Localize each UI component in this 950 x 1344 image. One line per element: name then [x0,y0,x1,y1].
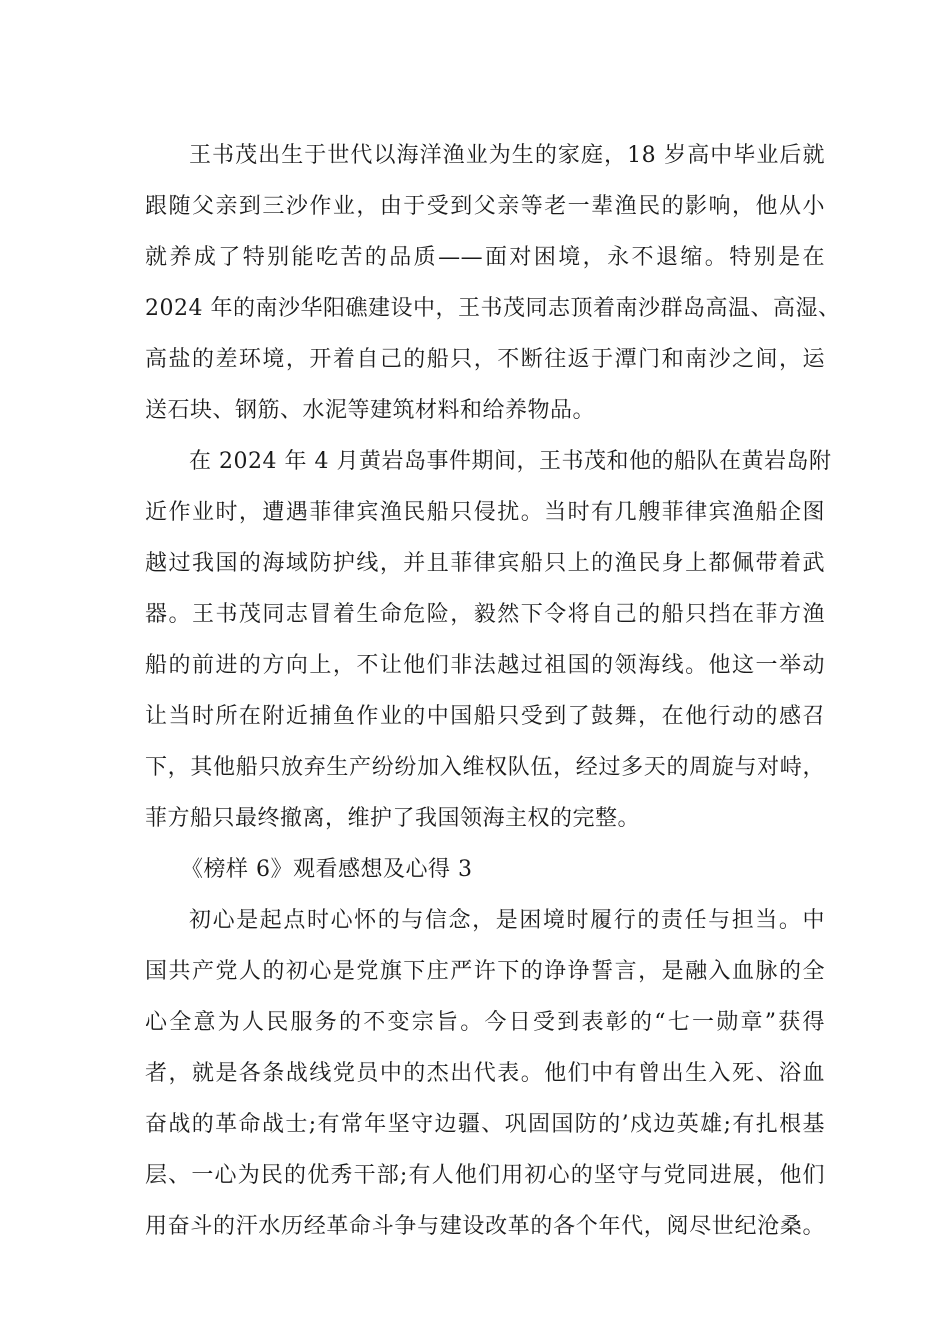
text-line: 心全意为人民服务的不变宗旨。今日受到表彰的“七一勋章”获得 [145,1010,825,1035]
text-line: 送石块、钢筋、水泥等建筑材料和给养物品。 [145,398,596,423]
text-line: 近作业时，遭遇菲律宾渔民船只侵扰。当时有几艘菲律宾渔船企图 [145,500,825,525]
text-line: 2024 年的南沙华阳礁建设中，王书茂同志顶着南沙群岛高温、高湿、 [145,296,841,321]
text-line: 奋战的革命战士;有常年坚守边疆、巩固国防的’戍边英雄;有扎根基 [145,1112,825,1137]
paragraph-2 [145,436,832,844]
text-line: 国共产党人的初心是党旗下庄严许下的诤诤誓言，是融入血脉的全 [145,959,825,984]
text-line: 层、一心为民的优秀干部;有人他们用初心的坚守与党同进展，他们 [145,1163,825,1188]
text-line: 用奋斗的汗水历经革命斗争与建设改革的各个年代，阅尽世纪沧桑。 [145,1214,825,1239]
document-body [145,130,841,1252]
text-line: 者，就是各条战线党员中的杰出代表。他们中有曾出生入死、浴血 [145,1061,825,1086]
text-line: 跟随父亲到三沙作业，由于受到父亲等老一辈渔民的影响，他从小 [145,194,825,219]
paragraph-3 [145,895,825,1252]
text-line: 王书茂出生于世代以海洋渔业为生的家庭，18 岁高中毕业后就 [189,143,825,168]
text-line: 就养成了特别能吃苦的品质——面对困境，永不退缩。特别是在 [145,245,825,270]
text-line: 高盐的差环境，开着自己的船只，不断往返于潭门和南沙之间，运 [145,347,825,372]
text-line: 越过我国的海域防护线，并且菲律宾船只上的渔民身上都佩带着武 [145,551,825,576]
text-line: 船的前进的方向上，不让他们非法越过祖国的领海线。他这一举动 [145,653,825,678]
text-line: 器。王书茂同志冒着生命危险，毅然下令将自己的船只挡在菲方渔 [145,602,825,627]
text-line: 在 2024 年 4 月黄岩岛事件期间，王书茂和他的船队在黄岩岛附 [189,449,832,474]
section-heading: 《榜样 6》观看感想及心得 3 [181,857,473,882]
paragraph-1 [145,130,841,436]
text-line: 下，其他船只放弃生产纷纷加入维权队伍，经过多天的周旋与对峙， [145,755,825,780]
text-line: 让当时所在附近捕鱼作业的中国船只受到了鼓舞，在他行动的感召 [145,704,825,729]
text-line: 菲方船只最终撤离，维护了我国领海主权的完整。 [145,806,641,831]
text-line: 初心是起点时心怀的与信念，是困境时履行的责任与担当。中 [189,908,825,933]
